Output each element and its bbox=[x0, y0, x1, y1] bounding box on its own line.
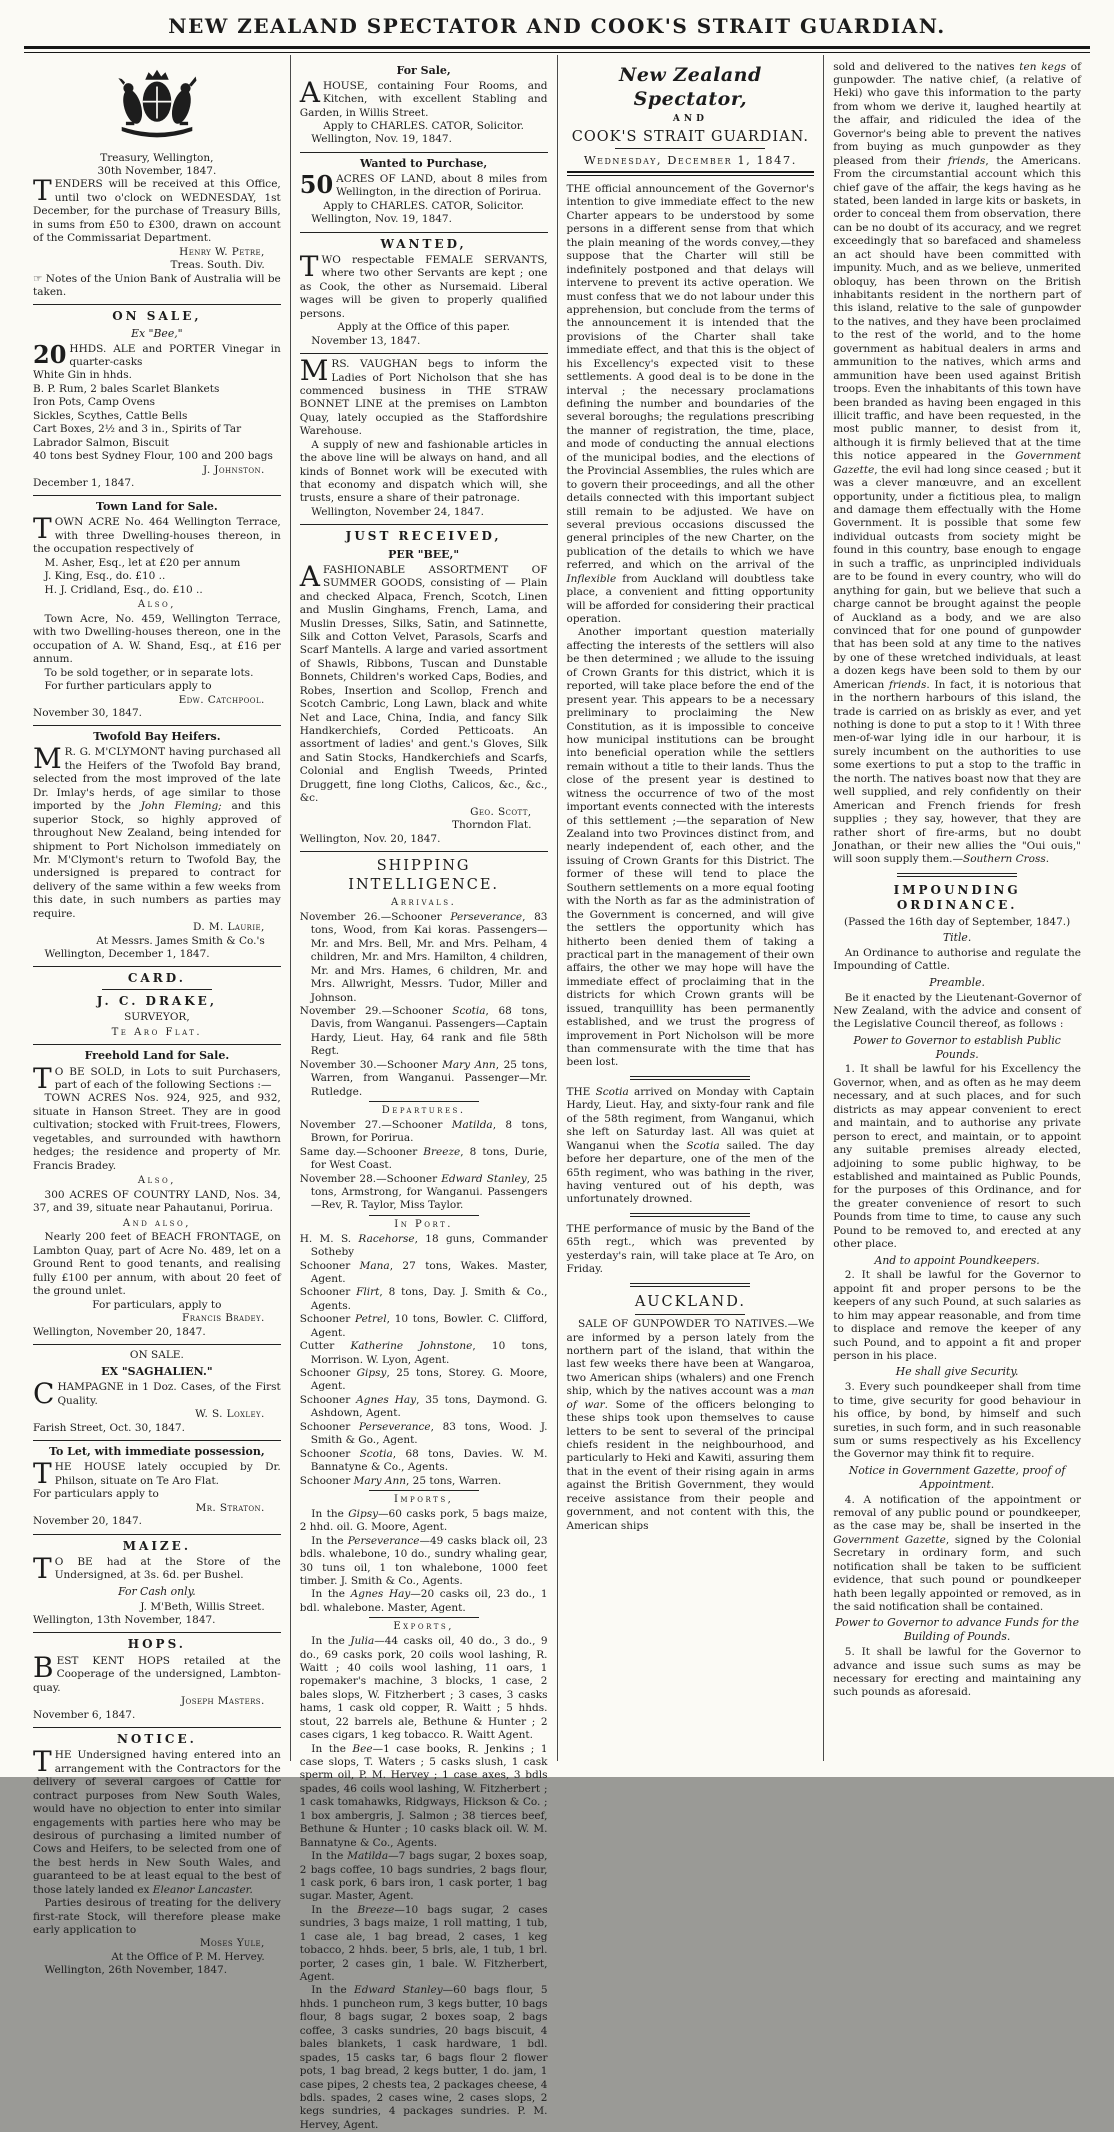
paragraph: THE HOUSE lately occupied by Dr. Philson, situate on Te Aro Flat. bbox=[33, 1457, 281, 1491]
shipping-entry: Schooner Flirt, 8 tons, Day. J. Smith & Co., Agents. bbox=[299, 1286, 548, 1312]
shipping-entry: Schooner Perseverance, 83 tons, Wood. J. Smith & Go., Agent. bbox=[299, 1420, 548, 1447]
drop-cap: M bbox=[299, 354, 329, 388]
separator-rule bbox=[300, 851, 548, 852]
separator-rule bbox=[33, 1632, 281, 1633]
italic-subheading: Preamble. bbox=[929, 975, 985, 989]
text-line: Wellington, November 24, 1847. bbox=[311, 505, 484, 518]
paragraph: TOWN ACRE No. 464 Wellington Terrace, with three Dwelling-houses thereon, in the occupation respectively of bbox=[33, 512, 281, 556]
small-caps-subheading: Te Aro Flat. bbox=[111, 1026, 203, 1038]
ad-heading: WANTED, bbox=[380, 236, 467, 251]
separator-rule bbox=[33, 304, 281, 305]
paragraph: 20 HHDS. ALE and PORTER Vinegar in quarter-casks bbox=[33, 339, 281, 369]
section-heading: SHIPPING INTELLIGENCE. bbox=[348, 857, 500, 893]
double-rule bbox=[630, 1283, 750, 1287]
centered-line: 30th November, 1847. bbox=[97, 165, 217, 178]
signature-line: Edw. Catchpool. bbox=[178, 693, 265, 706]
separator-rule bbox=[33, 966, 281, 967]
signature-line: At Messrs. James Smith & Co.'s bbox=[96, 934, 265, 947]
paragraph: 2. It shall be lawful for the Governor to appoint fit and proper persons to be the keepers of any such Pound, at such salaries as to him may appear reasonable, and from time to displace and remove the keeper of any such Pound, and to appoint a fit and proper person in his place. bbox=[833, 1269, 1081, 1362]
small-caps-subheading: Imports, bbox=[393, 1493, 454, 1505]
shipping-entry: Same day.—Schooner Breeze, 8 tons, Durie, for West Coast. bbox=[299, 1145, 548, 1172]
ad-heading: Town Land for Sale. bbox=[96, 500, 218, 514]
shipping-entry: Schooner Gipsy, 25 tons, Storey. G. Moore, Agent. bbox=[299, 1367, 548, 1393]
small-caps-subheading: And also, bbox=[122, 1217, 191, 1229]
short-rule bbox=[369, 1101, 479, 1102]
text-line: For particulars apply to bbox=[33, 1488, 159, 1501]
double-rule bbox=[897, 873, 1017, 877]
text-line: Iron Pots, Camp Ovens bbox=[33, 396, 156, 409]
text-line: Wellington, 26th November, 1847. bbox=[44, 1964, 228, 1977]
ad-heading: IMPOUNDING ORDINANCE. bbox=[893, 882, 1021, 913]
drop-cap: B bbox=[33, 1650, 54, 1684]
nameplate-double-rule bbox=[567, 171, 815, 176]
shipping-entry: November 28.—Schooner Edward Stanley, 25 tons, Armstrong, for Wanganui. Passengers—Rev, R. Taylor, Miss Taylor. bbox=[299, 1172, 548, 1212]
paragraph: In the Breeze—10 bags sugar, 2 cases sundries, 3 bags maize, 1 roll matting, 1 tub, 1 case ale, 1 bag bread, 2 cases, 1 keg tobacco, 2 hhds. beer, 5 brls, ale, 1 tub, 1 brl. porter, 2 cases gin, 1 bale. W. Fitzherbert, Agent. bbox=[299, 1903, 548, 1983]
shipping-entry: November 26.—Schooner Perseverance, 83 tons, Wood, from Kai koras. Passengers—Mr. and Mrs. Bell, Mr. and Mrs. Pelham, 4 children, Mr. and Mrs. Hamilton, 4 children, Mr. and Mrs. Hames, 6 children, Mr. and Mrs. Allwright, Messrs. Tudor, Miller and Johnson. bbox=[299, 910, 548, 1004]
paragraph: 50 ACRES OF LAND, about 8 miles from Wellington, in the direction of Porirua. bbox=[299, 169, 548, 199]
separator-rule bbox=[33, 725, 281, 726]
column-4 bbox=[823, 55, 1090, 1761]
ad-heading: Freehold Land for Sale. bbox=[84, 1049, 230, 1063]
paragraph: CHAMPAGNE in 1 Doz. Cases, of the First Quality. bbox=[33, 1377, 281, 1411]
shipping-entry: Schooner Agnes Hay, 35 tons, Daymond. G. Ashdown, Agent. bbox=[299, 1393, 548, 1420]
paragraph: THE official announcement of the Governor's intention to give immediate effect to the new Charter appears to be understood by some persons in a different sense from that which the plain meaning of the words convey,—they suppose that the Charter will still be indefinitely postponed and that delays will intervene to prevent its active operation. We must confess that we do not labour under this apprehension, but conclude from the terms of the announcement it is intended that the provisions of the Charter shall take immediate effect, and that this is the object of his Excellency's expected visit to these settlements. A good deal is to be done in the interval ; the necessary proclamations defining the number and boundaries of the several boroughs; the regulations prescribing the manner of registration, the time, place, and mode of conducting the annual elections of the municipal bodies, and the elections of the Provincial Assemblies, the rules which are to govern their proceedings, and all the other details connected with this important subject still remain to be adjusted. We have on several previous occasions discussed the general principles of the new Charter, on the publication of the details to which we have referred, and which on the arrival of the Inflexible from Auckland will doubtless take place, a convenient and fitting opportunity will be afforded for considering their practical operation. bbox=[566, 183, 815, 625]
signature-line: Treas. South. Div. bbox=[170, 259, 265, 272]
text-line: White Gin in hhds. bbox=[33, 369, 132, 382]
drop-cap: M bbox=[33, 742, 62, 776]
text-line: H. J. Cridland, Esq., do. £10 .. bbox=[44, 583, 203, 596]
signature-line: D. M. Laurie, bbox=[192, 921, 265, 934]
text-line: Wellington, Nov. 20, 1847. bbox=[299, 832, 441, 845]
centered-line: Apply to CHARLES. CATOR, Solicitor. bbox=[323, 119, 525, 132]
italic-subheading: Title. bbox=[942, 931, 972, 944]
drop-cap: T bbox=[33, 1551, 52, 1585]
signature-line: J. M'Beth, Willis Street. bbox=[140, 1600, 265, 1613]
separator-rule bbox=[33, 1534, 281, 1535]
separator-rule bbox=[300, 232, 548, 233]
paragraph: 1. It shall be lawful for his Excellency the Governor, when, and as often as he may deem necessary, and at such places, and for such districts as may appear convenient to erect and maintain, and to authorise any private person to erect, and maintain, or to appoint any suitable premises already elected, adjoining to some public highway, to be established and maintained as Public Pounds, for the purposes of this Ordinance, and for the greater convenience of resort to such Pounds from time to time, to cause any such Pound to be removed to, and erected at any other place. bbox=[833, 1063, 1081, 1251]
ad-heading: PER "BEE," bbox=[388, 547, 460, 561]
centered-line: Treasury, Wellington, bbox=[100, 151, 214, 164]
drop-cap: A bbox=[299, 559, 320, 593]
nameplate-short-rule bbox=[615, 148, 765, 149]
ad-heading: To Let, with immediate possession, bbox=[49, 1445, 265, 1459]
royal-coat-of-arms-icon bbox=[33, 63, 281, 147]
signature-line: W. S. Loxley. bbox=[195, 1408, 265, 1421]
text-line: Wellington, November 20, 1847. bbox=[33, 1325, 206, 1338]
paragraph: SALE OF GUNPOWDER TO NATIVES.—We are informed by a person lately from the northern part of the island, that within the last few weeks there have been at Wangaroa, two American ships (whalers) and one French ship, which by the natives account was a man of war. Some of the officers belonging to these ships took upon themselves to cause letters to be sent to several of the principal chiefs resident in the neighbourhood, and particularly to Heki and Kawiti, assuring them that in the event of their rising again in arms against the British Government, they would receive assistance from their people and government, and not content with this, the American ships bbox=[566, 1318, 815, 1532]
text-line: November 6, 1847. bbox=[33, 1708, 136, 1721]
paragraph: 4. A notification of the appointment or removal of any public pound or poundkeeper, as the case may be, shall be inserted in the Government Gazette, signed by the Colonial Secretary in ordinary form, and such notification shall be taken to be sufficient evidence, that such pound or poundkeeper hath been legally appointed or removed, as in the said notification shall be contained. bbox=[833, 1493, 1081, 1613]
italic-subheading: He shall give Security. bbox=[895, 1365, 1019, 1379]
text-line: B. P. Rum, 2 bales Scarlet Blankets bbox=[33, 382, 220, 395]
drop-cap: 50 bbox=[299, 169, 334, 199]
small-caps-subheading: In Port. bbox=[394, 1218, 453, 1230]
paragraph: AHOUSE, containing Four Rooms, and Kitchen, with excellent Stabling and Garden, in Willis Street. bbox=[299, 75, 548, 119]
drop-cap: 20 bbox=[33, 339, 67, 369]
text-line: Wellington, Nov. 19, 1847. bbox=[311, 213, 452, 226]
text-line: Labrador Salmon, Biscuit bbox=[33, 436, 169, 449]
shipping-entry: Schooner Petrel, 10 tons, Bowler. C. Clifford, Agent. bbox=[299, 1313, 548, 1339]
paragraph: THE Scotia arrived on Monday with Captain Hardy, Lieut. Hay, and sixty-four rank and file of the 58th regiment, from Wanganui, which she left on Saturday last. All was quiet at Wanganui when the Scotia sailed. The day before her departure, one of the men of the 65th regiment, who was bathing in the river, having ventured out of his depth, was unfortunately drowned. bbox=[566, 1085, 815, 1206]
column-1 bbox=[24, 55, 290, 1977]
paragraph: In the Edward Stanley—60 bags flour, 5 hhds. 1 puncheon rum, 3 kegs butter, 10 bags flour, 8 bags sugar, 2 boxes soap, 2 bags coffee, 3 casks sundries, 20 bags biscuit, 4 bales blankets, 1 cask hardware, 1 bdl. spades, 15 casks tar, 6 bags flour 2 flower pots, 1 bag bread, 2 kegs butter, 1 do. jam, 1 case pipes, 2 chests tea, 2 packages cheese, 4 bdls. spades, 2 cases wine, 2 cases slops, 2 kegs sundries, 4 packages sundries. P. M. Hervey, Agent. bbox=[299, 1984, 548, 2131]
signature-line: At the Office of P. M. Hervey. bbox=[111, 1950, 265, 1963]
short-rule bbox=[369, 1617, 479, 1618]
signature-line: Mr. Straton. bbox=[195, 1501, 265, 1514]
small-caps-subheading: Also, bbox=[137, 599, 176, 611]
shipping-entry: H. M. S. Racehorse, 18 guns, Commander Sotheby bbox=[299, 1232, 548, 1259]
italic-subheading: And to appoint Poundkeepers. bbox=[874, 1253, 1040, 1267]
double-rule bbox=[630, 1213, 750, 1217]
paragraph: In the Perseverance—49 casks black oil, 23 bdls. whalebone, 10 do., sundry whaling gear, 30 tuns oil, 1 ton whalebone, 1000 feet timber. J. Smith & Co., Agents. bbox=[299, 1534, 548, 1587]
text-line: December 1, 1847. bbox=[33, 476, 135, 489]
paragraph: 5. It shall be lawful for the Governor to advance and issue such sums as may be necessary for erecting and maintaining any such pounds as aforesaid. bbox=[833, 1646, 1081, 1699]
separator-rule bbox=[33, 1344, 281, 1345]
ad-heading: EX "SAGHALIEN." bbox=[101, 1365, 213, 1379]
italic-subheading: Ex "Bee," bbox=[131, 326, 183, 340]
paragraph: Be it enacted by the Lieutenant-Governor of New Zealand, with the advice and consent of the Legislative Council thereof, as follows : bbox=[833, 991, 1081, 1031]
nameplate-and: AND bbox=[672, 114, 708, 125]
text-line: November 20, 1847. bbox=[33, 1515, 142, 1528]
paragraph: In the Julia—44 casks oil, 40 do., 3 do., 9 do., 69 casks pork, 20 coils wool lashing, R. Waitt ; 40 coils wool lashing, 11 oars, 1 ropemaker's machine, 3 blocks, 1 case, 2 bales slops, W. Fitzherbert ; 3 cases, 3 casks hams, 1 cask old copper, R. Waitt ; 5 hhds. stout, 22 barrels ale, Bethune & Hunter ; 2 cases cigars, 1 keg tobacco. R. Waitt Agent. bbox=[299, 1635, 548, 1742]
short-rule bbox=[102, 989, 212, 990]
signature-line: Francis Bradey. bbox=[182, 1312, 265, 1325]
separator-rule bbox=[300, 353, 548, 354]
paragraph: sold and delivered to the natives ten kegs of gunpowder. The native chief, (a relative of Heki) who gave this information to the party from whom we derive it, laughed heartily at the affair, and ridiculed the idea of the Governor's being able to prevent the natives from buying as much gunpowder as they pleased from their friends, the Americans. From the circumstantial account which this chief gave of the affair, the kegs having as he stated, been landed in large kits or baskets, in order to conceal them from observation, there can be no doubt of its accuracy, and we regret exceedingly that so barefaced and shameless an act should have been committed with impunity. Much, and as we believe, unmerited obloquy, has been thrown on the British inhabitants resident in the northern part of this island, relative to the sale of gunpowder to the natives, and they have been proclaimed to the rest of the world, and to the home government as habitual dealers in arms and ammunition to the natives, which arms and ammunition have been used against British troops. Even the inhabitants of this town have been branded as having been engaged in this illicit traffic, and have been requested, in the most public manner, to desist from it, although it is firmly believed that at the time this notice appeared in the Government Gazette, the evil had long since ceased ; but it was a clever manœuvre, and an excellent opportunity, under a fictitious plea, to malign and damage them effectually with the Home Government. It is possible that some few individual outcasts from society might be found in this country, base enough to engage in such a traffic, as unprincipled individuals are to be found in every country, who will do anything for gain, but we believe that such a charge cannot be brought against the people of Auckland as a body, and we are also convinced that for one pound of gunpowder that has been sold at any time to the natives by one of these wretched individuals, at least a dozen kegs have been sold to them by our American friends. In fact, it is notorious that in the northern harbours of this island, the trade is carried on as briskly as ever, and yet nothing is done to put a stop to it ! With three men-of-war lying idle in our harbour, it is surely incumbent on the authorities to use some exertions to put a stop to the traffic in the north. The natives boast now that they are well supplied, and rely confidently on their American and French friends for fresh supplies ; they say, however, that they are rather short of fire-arms, but no doubt Jonathan, or their new allies the "Oui ouis," will soon supply them.—Southern Cross. bbox=[833, 60, 1082, 866]
drop-cap: T bbox=[33, 512, 52, 546]
shipping-entry: November 29.—Schooner Scotia, 68 tons, Davis, from Wanganui. Passengers—Captain Hardy, Lieut. Hay, 64 rank and file 58th Regt. bbox=[299, 1004, 548, 1058]
signature-line: Joseph Masters. bbox=[180, 1695, 265, 1708]
text-line: November 30, 1847. bbox=[33, 706, 142, 719]
separator-rule bbox=[33, 1727, 281, 1728]
ad-heading: Wanted to Purchase, bbox=[359, 156, 488, 170]
text-line: To be sold together, or in separate lots. bbox=[44, 666, 254, 679]
text-line: Sickles, Scythes, Cattle Bells bbox=[33, 409, 188, 422]
text-line: Farish Street, Oct. 30, 1847. bbox=[33, 1421, 185, 1434]
centered-line: Apply at the Office of this paper. bbox=[337, 321, 510, 334]
paragraph: TOWN ACRES Nos. 924, 925, and 932, situate in Hanson Street. They are in good cultivation; stocked with Fruit-trees, Flowers, vegetables, and surrounded with hawthorn hedges; the residence and property of Mr. Francis Bradey. bbox=[33, 1092, 281, 1172]
small-caps-subheading: Exports, bbox=[393, 1621, 454, 1633]
short-rule bbox=[369, 1490, 479, 1491]
signature-line: Henry W. Petre, bbox=[179, 245, 265, 258]
text-line: J. King, Esq., do. £10 .. bbox=[44, 570, 166, 583]
paragraph: TENDERS will be received at this Office, until two o'clock on WEDNESDAY, 1st December, for the purchase of Treasury Bills, in sums from £50 to £300, drawn on account of the Commissariat Department. bbox=[33, 174, 281, 245]
ad-heading: For Sale, bbox=[396, 63, 451, 77]
drop-cap: T bbox=[33, 1457, 52, 1491]
paragraph: ☞ Notes of the Union Bank of Australia will be taken. bbox=[33, 272, 281, 298]
paragraph: M R. G. M'CLYMONT having purchased all the Heifers of the Twofold Bay brand, selected from the most improved of the late Dr. Imlay's herds, of age similar to those imported by the John Fleming; and this superior Stock, so highly approved of throughout New Zealand, being intended for shipment to Port Nicholson immediately on Mr. M'Clymont's return to Twofold Bay, the undersigned is prepared to contract for delivery of the same within a few weeks from this date, in such numbers as parties may require. bbox=[33, 742, 281, 920]
paragraph: TWO respectable FEMALE SERVANTS, where two other Servants are kept ; one as Cook, the other as Nursemaid. Liberal wages will be given to properly qualified persons. bbox=[299, 250, 548, 320]
ad-heading: MAIZE. bbox=[122, 1538, 192, 1553]
short-rule bbox=[369, 1215, 479, 1216]
italic-subheading: Notice in Government Gazette, proof of Appointment. bbox=[848, 1463, 1066, 1491]
paragraph: Parties desirous of treating for the delivery first-rate Stock, will therefore please make early application to bbox=[33, 1897, 281, 1937]
centered-line: SURVEYOR, bbox=[124, 1011, 190, 1024]
drop-cap: T bbox=[33, 174, 52, 208]
nameplate bbox=[567, 63, 815, 176]
paragraph: 3. Every such poundkeeper shall from time to time, give security for good behaviour in his office, by bond, by himself and such sureties, in such form, and in such reasonable sum or sums respectively as his Excellency the Governor may think fit to require. bbox=[833, 1381, 1081, 1461]
columns-container bbox=[24, 55, 1090, 2131]
paragraph: A supply of new and fashionable articles in the above line will be always on hand, and all kinds of Bonnet work will be executed with that economy and dispatch which will, she trusts, ensure a share of their patronage. bbox=[299, 438, 548, 505]
column-3 bbox=[557, 55, 824, 1761]
paragraph: In the Bee—1 case books, R. Jenkins ; 1 case slops, T. Waters ; 5 casks slush, 1 cask sperm oil, P. M. Hervey ; 1 case axes, 3 bdls spades, 46 coils wool lashing, W. Fitzherbert ; 1 cask tomahawks, Ridgways, Hickson & Co. ; 1 box ambergris, J. Salmon ; 38 tierces beef, Bethune & Hunter ; 10 casks black oil. W. M. Bannatyne & Co., Agents. bbox=[299, 1742, 548, 1849]
paragraph: Nearly 200 feet of BEACH FRONTAGE, on Lambton Quay, part of Acre No. 489, let on a Ground Rent to good tenants, and realising fully £100 per annum, with about 20 feet of the ground unlet. bbox=[33, 1231, 281, 1298]
shipping-entry: Schooner Mary Ann, 25 tons, Warren. bbox=[299, 1474, 502, 1487]
ad-heading: NOTICE. bbox=[116, 1731, 197, 1746]
paragraph: MRS. VAUGHAN begs to inform the Ladies of Port Nicholson that she has commenced business in THE STRAW BONNET LINE at the premises on Lambton Quay, lately occupied as the Staffordshire Warehouse. bbox=[299, 354, 548, 438]
text-line: Wellington, Nov. 19, 1847. bbox=[311, 133, 452, 146]
drop-cap: A bbox=[299, 75, 320, 109]
text-line: November 13, 1847. bbox=[311, 334, 421, 347]
ad-heading: CARD. bbox=[127, 971, 186, 986]
issue-date: Wednesday, December 1, 1847. bbox=[583, 153, 797, 168]
text-line: Wellington, December 1, 1847. bbox=[44, 948, 210, 961]
paragraph: In the Matilda—7 bags sugar, 2 boxes soap, 2 bags coffee, 10 bags sundries, 2 bags flour, 1 cask pork, 6 bars iron, 1 cask porter, 1 bag sugar. Master, Agent. bbox=[299, 1850, 548, 1903]
italic-subheading: Power to Governor to advance Funds for the Building of Pounds. bbox=[835, 1616, 1079, 1644]
separator-rule bbox=[33, 1044, 281, 1045]
signature-line: J. Johnston. bbox=[203, 463, 265, 476]
small-caps-subheading: Departures. bbox=[381, 1105, 466, 1116]
centered-line: ON SALE. bbox=[129, 1348, 184, 1361]
separator-rule bbox=[33, 1440, 281, 1441]
drop-cap: T bbox=[33, 1745, 52, 1779]
double-rule bbox=[630, 1076, 750, 1080]
signature-line: Geo. Scott, bbox=[470, 805, 532, 818]
short-rule bbox=[635, 1314, 745, 1315]
paragraph: THE Undersigned having entered into an arrangement with the Contractors for the delivery of several cargoes of Cattle for contract purposes from New South Wales, would have no objection to enter into similar engagements with parties here who may be desirous of purchasing a limited number of Cows and Heifers, to be selected from one of the best herds in New South Wales, and guaranteed to be at least equal to the best of those lately landed ex Eleanor Lancaster. bbox=[33, 1745, 281, 1896]
separator-rule bbox=[300, 152, 548, 153]
shipping-entry: Schooner Mana, 27 tons, Wakes. Master, Agent. bbox=[299, 1259, 548, 1285]
masthead-rule bbox=[24, 46, 1090, 53]
drop-cap: T bbox=[33, 1061, 52, 1095]
paragraph: BEST KENT HOPS retailed at the Cooperage of the undersigned, Lambton-quay. bbox=[33, 1650, 281, 1694]
text-line: M. Asher, Esq., let at £20 per annum bbox=[44, 556, 241, 569]
small-caps-subheading: Arrivals. bbox=[390, 897, 457, 909]
centered-line: For particulars, apply to bbox=[92, 1298, 222, 1311]
italic-subheading: For Cash only. bbox=[118, 1584, 196, 1598]
separator-rule bbox=[300, 524, 548, 525]
nameplate-title: New Zealand Spectator, bbox=[618, 63, 762, 110]
ad-heading: HOPS. bbox=[127, 1637, 186, 1652]
paragraph: THE performance of music by the Band of the 65th regt., which was prevented by yesterday's rain, will take place at Te Aro, on Friday. bbox=[566, 1222, 815, 1276]
ad-heading: ON SALE, bbox=[112, 309, 202, 324]
shipping-entry: November 30.—Schooner Mary Ann, 25 tons, Warren, from Wanganui. Passenger—Mr. Rutledge. bbox=[299, 1058, 548, 1098]
paragraph: In the Gipsy—60 casks pork, 5 bags maize, 2 hhd. oil. G. Moore, Agent. bbox=[299, 1507, 548, 1534]
separator-rule bbox=[33, 495, 281, 496]
text-line: For further particulars apply to bbox=[44, 680, 212, 693]
drop-cap: T bbox=[299, 250, 319, 284]
signature-line: Moses Yule, bbox=[199, 1937, 265, 1950]
drop-cap: C bbox=[33, 1377, 55, 1411]
paragraph: AFASHIONABLE ASSORTMENT OF SUMMER GOODS, consisting of — Plain and checked Alpaca, French, Scotch, Linen and Muslin Ginghams, French, Lama, and Muslin Dresses, Silks, Satin, and Satinnette, Silk and Cotton Velvet, Parasols, Scarfs and Scarf Mantells. A large and varied assortment of Shawls, Ribbons, Tuscan and Dunstable Bonnets, Children's worked Caps, Bodies, and Robes, Insertion and Scollop, French and Scotch Cambric, Long Lawn, black and white Net and Lace, China, India, and fancy Silk Handkerchiefs, Corded Petticoats. An assortment of ladies' and gent.'s Gloves, Silk and Satin Stocks, Handkerchiefs and Scarfs, Colonial and English Tweeds, Printed Druggett, fine long Cloths, Calicos, &c., &c., &c. bbox=[299, 559, 548, 805]
ad-heading: JUST RECEIVED, bbox=[345, 529, 502, 544]
paragraph: An Ordinance to authorise and regulate the Impounding of Cattle. bbox=[833, 946, 1081, 973]
nameplate-subtitle: COOK'S STRAIT GUARDIAN. bbox=[571, 128, 809, 145]
centered-line: (Passed the 16th day of September, 1847.) bbox=[844, 915, 1071, 928]
shipping-entry: Cutter Katherine Johnstone, 10 tons, Morrison. W. Lyon, Agent. bbox=[299, 1340, 548, 1366]
paragraph: Another important question materially affecting the interests of the settlers will also be then determined ; we allude to the issuing of Crown Grants for this district, which it is reported, will take place before the end of the present year. This appears to be a necessary preliminary to proclaiming the New Constitution, as it is impossible to conceive how municipal institutions can be brought into beneficial operation while the settlers remain without a title to their lands. Thus the close of the present year is destined to witness the occurrence of two of the most important events connected with the interests of this settlement ;—the separation of New Zealand into two Provinces distinct from, and nearly independent of, each other, and the issuing of Crown Grants for this District. The former of these will tend to place the Southern settlements on a more equal footing with the North as far as the administration of the Government is concerned, and will give the settlers the opportunity which has hitherto been denied them of taking a practical part in the management of their own affairs, the other we may hope will have the immediate effect of proclaiming that in the districts for which Crown grants will be issued, tranquillity has been permanently established, and we trust the progress of improvement in Port Nicholson will be more than commensurate with the time that has been lost. bbox=[566, 626, 815, 1069]
ad-heading: Twofold Bay Heifers. bbox=[93, 730, 221, 744]
paragraph: T O BE SOLD, in Lots to suit Purchasers, part of each of the following Sections :— bbox=[33, 1061, 281, 1095]
signature-line: Thorndon Flat. bbox=[452, 819, 532, 832]
paragraph: T O BE had at the Store of the Undersigned, at 3s. 6d. per Bushel. bbox=[33, 1551, 281, 1585]
centered-line: Apply to CHARLES. CATOR, Solicitor. bbox=[323, 199, 525, 212]
page-header bbox=[24, 14, 1090, 53]
paragraph: 300 ACRES OF COUNTRY LAND, Nos. 34, 37, and 39, situate near Pahautanui, Porirua. bbox=[33, 1188, 281, 1215]
shipping-entry: Schooner Scotia, 68 tons, Davies. W. M. Bannatyne & Co., Agents. bbox=[299, 1447, 548, 1474]
section-heading: AUCKLAND. bbox=[634, 1293, 746, 1310]
paragraph: Town Acre, No. 459, Wellington Terrace, with two Dwelling-houses thereon, one in the occupation of A. W. Shand, Esq., at £16 per annum. bbox=[33, 612, 281, 666]
text-line: Cart Boxes, 2½ and 3 in., Spirits of Tar bbox=[33, 423, 242, 436]
small-caps-subheading: Also, bbox=[137, 1175, 176, 1186]
paragraph: In the Agnes Hay—20 casks oil, 23 do., 1 bdl. whalebone. Master, Agent. bbox=[299, 1588, 548, 1614]
ad-heading: J. C. DRAKE, bbox=[96, 993, 217, 1008]
shipping-entry: November 27.—Schooner Matilda, 8 tons, Brown, for Porirua. bbox=[299, 1118, 548, 1145]
text-line: Wellington, 13th November, 1847. bbox=[33, 1613, 216, 1626]
column-2 bbox=[290, 55, 557, 2131]
page-title: NEW ZEALAND SPECTATOR AND COOK'S STRAIT GUARDIAN. bbox=[168, 14, 946, 38]
text-line: 40 tons best Sydney Flour, 100 and 200 bags bbox=[33, 450, 273, 463]
italic-subheading: Power to Governor to establish Public Pounds. bbox=[853, 1033, 1061, 1061]
